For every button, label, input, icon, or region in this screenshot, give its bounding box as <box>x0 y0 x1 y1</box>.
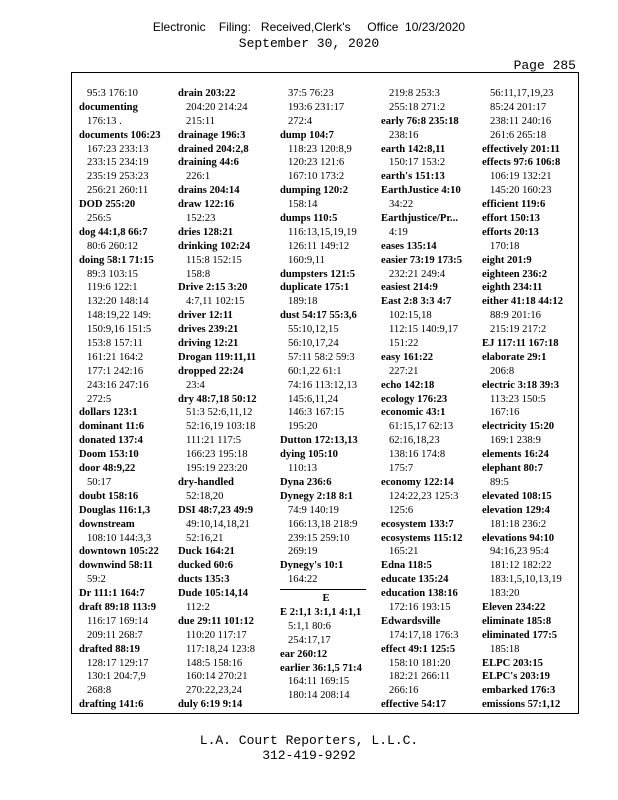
index-entry: ecosystems 115:12 <box>381 532 463 544</box>
index-entry: dry 48:7,18 50:12 <box>178 393 257 405</box>
index-entry: documents 106:23 <box>79 129 161 141</box>
index-entry-continuation: 115:8 152:15 <box>186 254 242 266</box>
index-column-1 <box>79 87 171 712</box>
index-entry: Duck 164:21 <box>178 546 235 558</box>
index-entry: earlier 36:1,5 71:4 <box>280 662 362 674</box>
index-entry-continuation: 112:15 140:9,17 <box>389 324 459 336</box>
index-entry-continuation: 170:18 <box>490 240 520 252</box>
index-entry: effect 49:1 125:5 <box>381 643 456 655</box>
index-entry-continuation: 52:16,21 <box>186 532 224 544</box>
index-entry: drained 204:2,8 <box>178 143 249 155</box>
index-entry: drafted 88:19 <box>79 643 140 655</box>
index-entry-continuation: 167:16 <box>490 407 520 419</box>
index-entry: elevations 94:10 <box>482 532 555 544</box>
index-entry-continuation: 52:16,19 103:18 <box>186 421 256 433</box>
filing-stamp-line: Electronic Filing: Received,Clerk's Office 10/23/2020 <box>152 20 466 34</box>
index-entry: earth 142:8,11 <box>381 143 446 155</box>
index-entry: Dynegy's 10:1 <box>280 560 344 572</box>
index-entry: ear 260:12 <box>280 648 328 660</box>
index-entry-continuation: 153:8 157:11 <box>87 338 143 350</box>
index-entry: E 2:1,1 3:1,1 4:1,1 <box>280 606 362 618</box>
index-entry-continuation: 255:18 271:2 <box>389 101 446 113</box>
index-entry-continuation: 50:17 <box>87 476 112 488</box>
index-entry-continuation: 61:15,17 62:13 <box>389 421 454 433</box>
index-entry-continuation: 145:20 160:23 <box>490 185 552 197</box>
index-entry: effective 54:17 <box>381 699 446 711</box>
index-entry-continuation: 189:18 <box>288 296 318 308</box>
index-entry: dumps 110:5 <box>280 213 338 225</box>
index-entry: drain 203:22 <box>178 88 236 99</box>
index-entry-continuation: 175:7 <box>389 463 414 475</box>
index-entry-continuation: 169:1 238:9 <box>490 435 541 447</box>
index-entry-continuation: 117:18,24 123:8 <box>186 643 256 655</box>
footer-company: L.A. Court Reporters, L.L.C. <box>199 733 419 748</box>
index-entry-continuation: 254:17,17 <box>288 634 331 646</box>
index-entry-continuation: 88:9 201:16 <box>490 310 541 322</box>
index-entry: Edwardsville <box>381 615 441 627</box>
index-entry-continuation: 235:19 253:23 <box>87 171 149 183</box>
index-entry: elements 16:24 <box>482 449 549 461</box>
index-entry-continuation: 193:6 231:17 <box>288 101 345 113</box>
index-entry: dust 54:17 55:3,6 <box>280 310 357 322</box>
index-entry-continuation: 164:22 <box>288 574 318 586</box>
section-divider <box>280 589 366 590</box>
index-entry-continuation: 272:5 <box>87 393 112 405</box>
index-entry-continuation: 148:19,22 149: <box>87 310 152 322</box>
index-entry-continuation: 206:8 <box>490 365 515 377</box>
index-entry: early 76:8 235:18 <box>381 115 459 127</box>
index-entry: Eleven 234:22 <box>482 601 546 613</box>
index-entry-continuation: 116:13,15,19,19 <box>288 226 357 238</box>
index-entry-continuation: 226:1 <box>186 171 211 183</box>
index-entry-continuation: 256:21 260:11 <box>87 185 149 197</box>
index-entry-continuation: 5:1,1 80:6 <box>288 620 331 632</box>
index-entry: downtown 105:22 <box>79 546 159 558</box>
index-entry-continuation: 256:5 <box>87 213 112 225</box>
word-index-frame <box>71 72 579 714</box>
index-entry-continuation: 166:23 195:18 <box>186 449 248 461</box>
index-entry: dog 44:1,8 66:7 <box>79 226 148 238</box>
page-number: Page 285 <box>513 58 576 73</box>
index-entry-continuation: 89:3 103:15 <box>87 268 138 280</box>
index-entry: Drive 2:15 3:20 <box>178 282 248 294</box>
index-entry-continuation: 219:8 253:3 <box>389 88 440 99</box>
index-entry-continuation: 195:19 223:20 <box>186 463 248 475</box>
index-entry-continuation: 56:10,17,24 <box>288 338 339 350</box>
index-entry: dominant 11:6 <box>79 421 145 433</box>
index-entry: educate 135:24 <box>381 574 449 586</box>
index-entry-continuation: 268:8 <box>87 685 112 697</box>
index-entry: driver 12:11 <box>178 310 233 322</box>
index-entry-continuation: 145:6,11,24 <box>288 393 339 405</box>
index-entry: draft 89:18 113:9 <box>79 601 157 613</box>
index-entry: ELPC's 203:19 <box>482 671 550 683</box>
index-entry-continuation: 4:7,11 102:15 <box>186 296 245 308</box>
index-entry-continuation: 269:19 <box>288 546 318 558</box>
index-entry: draw 122:16 <box>178 199 235 211</box>
index-entry: elevation 129:4 <box>482 504 550 516</box>
index-entry: ducts 135:3 <box>178 574 230 586</box>
index-entry-continuation: 215:19 217:2 <box>490 324 547 336</box>
index-entry-continuation: 94:16,23 95:4 <box>490 546 549 558</box>
index-entry-continuation: 270:22,23,24 <box>186 685 242 697</box>
index-entry-continuation: 166:13,18 218:9 <box>288 518 358 530</box>
index-entry-continuation: 128:17 129:17 <box>87 657 149 669</box>
index-entry-continuation: 150:17 153:2 <box>389 157 446 169</box>
index-entry: downwind 58:11 <box>79 560 153 572</box>
index-entry-continuation: 164:11 169:15 <box>288 676 350 688</box>
index-entry: elephant 80:7 <box>482 463 543 475</box>
index-entry-continuation: 233:15 234:19 <box>87 157 149 169</box>
index-entry-continuation: 110:20 117:17 <box>186 629 247 641</box>
index-entry-continuation: 51:3 52:6,11,12 <box>186 407 253 419</box>
index-entry-continuation: 150:9,16 151:5 <box>87 324 152 336</box>
index-entry: easier 73:19 173:5 <box>381 254 463 266</box>
index-entry-continuation: 57:11 58:2 59:3 <box>288 351 355 363</box>
index-column-5 <box>482 87 574 712</box>
index-entry: Dynegy 2:18 8:1 <box>280 490 353 502</box>
index-entry: either 41:18 44:12 <box>482 296 564 308</box>
section-letter: E <box>322 593 330 605</box>
index-entry-continuation: 55:10,12,15 <box>288 324 339 336</box>
index-entry: education 138:16 <box>381 588 458 600</box>
index-entry-continuation: 209:11 268:7 <box>87 629 143 641</box>
index-entry: Douglas 116:1,3 <box>79 504 151 516</box>
index-entry: electric 3:18 39:3 <box>482 379 560 391</box>
index-entry: eight 201:9 <box>482 254 532 266</box>
index-entry: Dyna 236:6 <box>280 476 332 488</box>
index-entry: effectively 201:11 <box>482 143 560 155</box>
index-entry: driving 12:21 <box>178 338 239 350</box>
index-entry: dry-handled <box>178 476 234 488</box>
index-entry: ELPC 203:15 <box>482 657 543 669</box>
index-entry: echo 142:18 <box>381 379 435 391</box>
index-entry-continuation: 165:21 <box>389 546 419 558</box>
index-entry: dying 105:10 <box>280 449 338 461</box>
index-entry-continuation: 37:5 76:23 <box>288 88 334 99</box>
index-entry: Drogan 119:11,11 <box>178 351 257 363</box>
index-entry-continuation: 34:22 <box>389 199 414 211</box>
index-entry: dump 104:7 <box>280 129 334 141</box>
index-entry-continuation: 215:11 <box>186 115 216 127</box>
index-entry-continuation: 161:21 164:2 <box>87 351 144 363</box>
index-entry: duplicate 175:1 <box>280 282 350 294</box>
index-entry-continuation: 62:16,18,23 <box>389 435 440 447</box>
index-entry-continuation: 56:11,17,19,23 <box>490 88 554 99</box>
index-entry-continuation: 160:9,11 <box>288 254 325 266</box>
index-entry: drinking 102:24 <box>178 240 251 252</box>
index-entry-continuation: 183:20 <box>490 588 520 600</box>
index-entry: eighth 234:11 <box>482 282 543 294</box>
index-entry: EarthJustice 4:10 <box>381 185 461 197</box>
index-entry-continuation: 261:6 265:18 <box>490 129 547 141</box>
index-entry: donated 137:4 <box>79 435 143 447</box>
index-entry: dropped 22:24 <box>178 365 244 377</box>
index-entry-continuation: 52:18,20 <box>186 490 224 502</box>
index-entry-continuation: 181:12 182:22 <box>490 560 552 572</box>
index-entry: economic 43:1 <box>381 407 446 419</box>
index-entry: eases 135:14 <box>381 240 437 252</box>
index-entry-continuation: 80:6 260:12 <box>87 240 138 252</box>
index-entry-continuation: 138:16 174:8 <box>389 449 446 461</box>
index-entry: door 48:9,22 <box>79 463 136 475</box>
index-entry-continuation: 74:9 140:19 <box>288 504 339 516</box>
index-entry-continuation: 146:3 167:15 <box>288 407 345 419</box>
index-entry: elevated 108:15 <box>482 490 552 502</box>
index-entry: effort 150:13 <box>482 213 540 225</box>
index-entry: eighteen 236:2 <box>482 268 548 280</box>
index-entry-continuation: 125:6 <box>389 504 414 516</box>
index-entry: eliminate 185:8 <box>482 615 552 627</box>
index-column-3 <box>280 87 372 703</box>
index-entry: easiest 214:9 <box>381 282 438 294</box>
index-entry-continuation: 106:19 132:21 <box>490 171 552 183</box>
index-entry-continuation: 176:13 . <box>87 115 122 127</box>
index-column-2 <box>178 87 270 712</box>
index-entry-continuation: 227:21 <box>389 365 419 377</box>
index-entry-continuation: 181:18 236:2 <box>490 518 547 530</box>
index-entry: drives 239:21 <box>178 324 239 336</box>
index-entry-continuation: 113:23 150:5 <box>490 393 546 405</box>
index-entry: efforts 20:13 <box>482 226 539 238</box>
index-entry-continuation: 195:20 <box>288 421 318 433</box>
index-entry: efficient 119:6 <box>482 199 546 211</box>
index-entry-continuation: 102:15,18 <box>389 310 432 322</box>
index-entry-continuation: 185:18 <box>490 643 520 655</box>
index-entry-continuation: 183:1,5,10,13,19 <box>490 574 562 586</box>
index-entry: ecosystem 133:7 <box>381 518 454 530</box>
index-entry: dumping 120:2 <box>280 185 348 197</box>
index-entry: emissions 57:1,12 <box>482 699 561 711</box>
index-entry: embarked 176:3 <box>482 685 556 697</box>
index-entry: due 29:11 101:12 <box>178 615 254 627</box>
index-entry-continuation: 172:16 193:15 <box>389 601 451 613</box>
index-entry-continuation: 85:24 201:17 <box>490 101 547 113</box>
index-entry: East 2:8 3:3 4:7 <box>381 296 452 308</box>
index-entry-continuation: 60:1,22 61:1 <box>288 365 342 377</box>
index-entry: Edna 118:5 <box>381 560 432 572</box>
index-entry-continuation: 238:16 <box>389 129 419 141</box>
index-entry: economy 122:14 <box>381 476 454 488</box>
index-entry: earth's 151:13 <box>381 171 445 183</box>
index-entry-continuation: 174:17,18 176:3 <box>389 629 459 641</box>
index-entry-continuation: 116:17 169:14 <box>87 615 149 627</box>
index-entry-continuation: 110:13 <box>288 463 318 475</box>
index-entry: DOD 255:20 <box>79 199 136 211</box>
index-entry-continuation: 152:23 <box>186 213 216 225</box>
index-entry-continuation: 266:16 <box>389 685 419 697</box>
index-entry: drains 204:14 <box>178 185 240 197</box>
index-entry-continuation: 158:14 <box>288 199 318 211</box>
index-entry: downstream <box>79 518 135 530</box>
index-entry: drainage 196:3 <box>178 129 246 141</box>
index-entry-continuation: 238:11 240:16 <box>490 115 552 127</box>
index-entry: Dr 111:1 164:7 <box>79 588 145 600</box>
index-entry-continuation: 272:4 <box>288 115 313 127</box>
index-entry: ducked 60:6 <box>178 560 234 572</box>
index-entry: doing 58:1 71:15 <box>79 254 154 266</box>
index-entry-continuation: 4:19 <box>389 226 408 238</box>
index-entry-continuation: 74:16 113:12,13 <box>288 379 358 391</box>
index-entry-continuation: 204:20 214:24 <box>186 101 248 113</box>
index-entry-continuation: 182:21 266:11 <box>389 671 451 683</box>
index-entry-continuation: 243:16 247:16 <box>87 379 149 391</box>
index-entry: ecology 176:23 <box>381 393 448 405</box>
index-entry: elaborate 29:1 <box>482 351 547 363</box>
index-entry-continuation: 151:22 <box>389 338 419 350</box>
index-entry: EJ 117:11 167:18 <box>482 338 559 350</box>
index-entry: duly 6:19 9:14 <box>178 699 243 711</box>
index-entry: Doom 153:10 <box>79 449 139 461</box>
index-entry: dumpsters 121:5 <box>280 268 356 280</box>
index-entry: drafting 141:6 <box>79 699 144 711</box>
index-entry: dollars 123:1 <box>79 407 138 419</box>
index-entry-continuation: 160:14 270:21 <box>186 671 248 683</box>
filing-date-line: September 30, 2020 <box>238 36 380 51</box>
index-entry-continuation: 49:10,14,18,21 <box>186 518 250 530</box>
index-entry-continuation: 177:1 242:16 <box>87 365 144 377</box>
index-entry-continuation: 167:23 233:13 <box>87 143 149 155</box>
index-entry-continuation: 95:3 176:10 <box>87 88 138 99</box>
index-entry-continuation: 158:8 <box>186 268 211 280</box>
index-entry-continuation: 124:22,23 125:3 <box>389 490 459 502</box>
index-entry-continuation: 119:6 122:1 <box>87 282 138 294</box>
index-entry: doubt 158:16 <box>79 490 139 502</box>
index-entry-continuation: 239:15 259:10 <box>288 532 350 544</box>
index-entry-continuation: 167:10 173:2 <box>288 171 345 183</box>
index-entry-continuation: 118:23 120:8,9 <box>288 143 352 155</box>
index-entry: Dude 105:14,14 <box>178 588 249 600</box>
index-entry-continuation: 126:11 149:12 <box>288 240 350 252</box>
index-entry-continuation: 132:20 148:14 <box>87 296 149 308</box>
index-entry: Earthjustice/Pr... <box>381 213 458 225</box>
index-entry: eliminated 177:5 <box>482 629 558 641</box>
index-entry: DSI 48:7,23 49:9 <box>178 504 254 516</box>
index-entry: draining 44:6 <box>178 157 239 169</box>
index-entry-continuation: 158:10 181:20 <box>389 657 451 669</box>
index-entry-continuation: 59:2 <box>87 574 106 586</box>
index-entry: Dutton 172:13,13 <box>280 435 358 447</box>
index-entry-continuation: 112:2 <box>186 601 210 613</box>
index-entry-continuation: 180:14 208:14 <box>288 690 350 702</box>
index-entry-continuation: 130:1 204:7,9 <box>87 671 146 683</box>
index-entry-continuation: 120:23 121:6 <box>288 157 345 169</box>
footer-phone: 312-419-9292 <box>262 748 356 763</box>
index-entry-continuation: 23:4 <box>186 379 205 391</box>
index-entry-continuation: 232:21 249:4 <box>389 268 446 280</box>
index-entry-continuation: 111:21 117:5 <box>186 435 242 447</box>
index-entry-continuation: 89:5 <box>490 476 509 488</box>
index-entry: effects 97:6 106:8 <box>482 157 561 169</box>
index-column-4 <box>381 87 473 712</box>
index-entry: documenting <box>79 101 138 113</box>
index-entry-continuation: 148:5 158:16 <box>186 657 243 669</box>
index-entry: dries 128:21 <box>178 226 234 238</box>
index-entry-continuation: 108:10 144:3,3 <box>87 532 152 544</box>
index-entry: electricity 15:20 <box>482 421 555 433</box>
index-entry: easy 161:22 <box>381 351 434 363</box>
